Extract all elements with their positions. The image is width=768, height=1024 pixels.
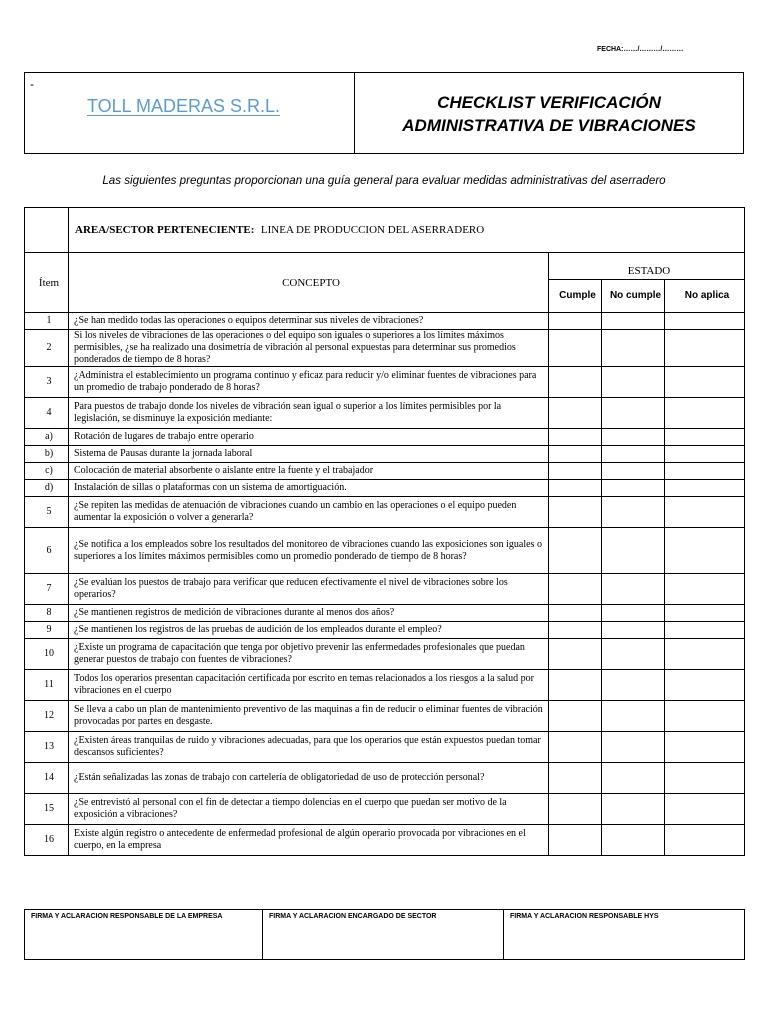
signature-sector[interactable]: FIRMA Y ACLARACION ENCARGADO DE SECTOR [263,910,504,960]
cumple-cell[interactable] [549,825,602,856]
item-concepto: ¿Se mantienen registros de medición de vibraciones durante al menos dos años? [69,605,549,622]
item-number: 5 [25,497,69,528]
no-cumple-cell[interactable] [602,574,665,605]
document-title: CHECKLIST VERIFICACIÓN ADMINISTRATIVA DE VIBRACIONES [402,93,696,135]
no-aplica-cell[interactable] [665,429,745,446]
table-row [25,825,745,856]
item-number: a) [25,429,69,446]
cumple-cell[interactable] [549,330,602,367]
area-row [25,208,745,253]
item-number: 12 [25,701,69,732]
no-aplica-cell[interactable] [665,701,745,732]
cumple-cell[interactable] [549,794,602,825]
col-no-cumple-header: No cumple [602,280,665,313]
table-row [25,732,745,763]
item-number: 14 [25,763,69,794]
no-aplica-cell[interactable] [665,480,745,497]
item-number: 3 [25,367,69,398]
item-concepto: Colocación de material absorbente o aislante entre la fuente y el trabajador [69,463,549,480]
no-aplica-cell[interactable] [665,398,745,429]
table-row [25,463,745,480]
item-number: 13 [25,732,69,763]
item-number: 7 [25,574,69,605]
cumple-cell[interactable] [549,528,602,574]
item-concepto: Instalación de sillas o plataformas con un sistema de amortiguación. [69,480,549,497]
area-label: AREA/SECTOR PERTENECIENTE: [75,223,255,236]
no-aplica-cell[interactable] [665,313,745,330]
item-concepto: ¿Existe un programa de capacitación que tenga por objetivo prevenir las enfermedades profesionales que puedan generar puestos de trabajo con fuentes de vibraciones? [69,639,549,670]
no-cumple-cell[interactable] [602,429,665,446]
table-row [25,574,745,605]
item-concepto: Si los niveles de vibraciones de las operaciones o del equipo son iguales o superiores a los límites máximos permisibles, ¿se ha realizado una dosimetría de vibración al personal expuestas para determinar sus promedios ponderados de tiempo de 8 horas? [69,330,549,367]
no-aplica-cell[interactable] [665,446,745,463]
no-cumple-cell[interactable] [602,480,665,497]
item-concepto: ¿Se entrevistó al personal con el fin de detectar a tiempo dolencias en el cuerpo que puedan ser motivo de la exposición a vibraciones? [69,794,549,825]
no-cumple-cell[interactable] [602,763,665,794]
col-estado-header: ESTADO [549,253,745,280]
no-aplica-cell[interactable] [665,605,745,622]
cumple-cell[interactable] [549,574,602,605]
cumple-cell[interactable] [549,367,602,398]
cumple-cell[interactable] [549,480,602,497]
item-number: 10 [25,639,69,670]
no-aplica-cell[interactable] [665,670,745,701]
no-aplica-cell[interactable] [665,574,745,605]
no-cumple-cell[interactable] [602,398,665,429]
no-cumple-cell[interactable] [602,330,665,367]
no-aplica-cell[interactable] [665,639,745,670]
table-row [25,670,745,701]
table-row [25,528,745,574]
no-cumple-cell[interactable] [602,670,665,701]
item-concepto: ¿Se notifica a los empleados sobre los resultados del monitoreo de vibraciones cuando las exposiciones son iguales o superiores a los límites máximos permisibles como un promedio ponderado de tiempo de 8 horas? [69,528,549,574]
table-row [25,398,745,429]
table-row [25,429,745,446]
no-aplica-cell[interactable] [665,622,745,639]
table-row [25,367,745,398]
table-row [25,605,745,622]
item-number: 8 [25,605,69,622]
item-concepto: ¿Se mantienen los registros de las pruebas de audición de los empleados durante el empleo? [69,622,549,639]
signature-table [24,909,745,960]
no-aplica-cell[interactable] [665,794,745,825]
cumple-cell[interactable] [549,763,602,794]
company-name: TOLL MADERAS S.R.L. [87,96,281,116]
item-number: 2 [25,330,69,367]
item-number: 11 [25,670,69,701]
item-number: 6 [25,528,69,574]
item-number: 4 [25,398,69,429]
document-header [24,72,744,154]
item-number: 9 [25,622,69,639]
no-cumple-cell[interactable] [602,605,665,622]
no-cumple-cell[interactable] [602,794,665,825]
header-dash: - [30,77,34,91]
table-row [25,763,745,794]
no-aplica-cell[interactable] [665,825,745,856]
item-number: c) [25,463,69,480]
col-concepto-header: CONCEPTO [69,253,549,313]
cumple-cell[interactable] [549,429,602,446]
no-cumple-cell[interactable] [602,313,665,330]
table-row [25,446,745,463]
cumple-cell[interactable] [549,313,602,330]
document-subtitle: Las siguientes preguntas proporcionan una guía general para evaluar medidas administrativas del aserradero [102,174,666,187]
table-row [25,313,745,330]
col-item-header: Ítem [25,253,69,313]
item-number: 15 [25,794,69,825]
no-cumple-cell[interactable] [602,701,665,732]
area-value[interactable]: LINEA DE PRODUCCION DEL ASERRADERO [260,223,485,236]
item-concepto: Rotación de lugares de trabajo entre operario [69,429,549,446]
item-number: d) [25,480,69,497]
cumple-cell[interactable] [549,622,602,639]
item-concepto: Se lleva a cabo un plan de mantenimiento preventivo de las maquinas a fin de reducir o eliminar fuentes de vibración provocadas por partes en desgaste. [69,701,549,732]
no-cumple-cell[interactable] [602,463,665,480]
no-cumple-cell[interactable] [602,622,665,639]
item-number: 16 [25,825,69,856]
signature-hys[interactable]: FIRMA Y ACLARACION RESPONSABLE HYS [504,910,745,960]
date-field[interactable]: FECHA:……/………/……… [597,46,684,53]
item-concepto: Sistema de Pausas durante la jornada laboral [69,446,549,463]
header-row [25,253,745,280]
checklist-table [24,207,745,856]
cumple-cell[interactable] [549,398,602,429]
item-concepto: ¿Están señalizadas las zonas de trabajo con cartelería de obligatoriedad de uso de protección personal? [69,763,549,794]
cumple-cell[interactable] [549,639,602,670]
table-row [25,330,745,367]
no-aplica-cell[interactable] [665,528,745,574]
no-aplica-cell[interactable] [665,732,745,763]
table-row [25,622,745,639]
item-concepto: Existe algún registro o antecedente de enfermedad profesional de algún operario provocada por vibraciones en el cuerpo, en la empresa [69,825,549,856]
no-aplica-cell[interactable] [665,497,745,528]
no-cumple-cell[interactable] [602,732,665,763]
item-concepto: ¿Administra el establecimiento un programa continuo y eficaz para reducir y/o eliminar fuentes de vibraciones para un promedio de trabajo ponderado de 8 horas? [69,367,549,398]
no-aplica-cell[interactable] [665,330,745,367]
no-cumple-cell[interactable] [602,446,665,463]
table-row [25,794,745,825]
area-empty-cell [25,208,69,253]
table-row [25,701,745,732]
cumple-cell[interactable] [549,701,602,732]
item-concepto: ¿Se han medido todas las operaciones o equipos determinar sus niveles de vibraciones? [69,313,549,330]
cumple-cell[interactable] [549,605,602,622]
no-cumple-cell[interactable] [602,367,665,398]
item-concepto: ¿Se evalúan los puestos de trabajo para verificar que reducen efectivamente el nivel de vibraciones sobre los operarios? [69,574,549,605]
company-cell [25,73,355,153]
cumple-cell[interactable] [549,497,602,528]
col-no-aplica-header: No aplica [665,280,745,313]
no-cumple-cell[interactable] [602,825,665,856]
area-cell [69,208,745,253]
no-cumple-cell[interactable] [602,497,665,528]
item-concepto: Todos los operarios presentan capacitación certificada por escrito en temas relacionados a los riesgos a la salud por vibraciones en el cuerpo [69,670,549,701]
no-aplica-cell[interactable] [665,463,745,480]
no-cumple-cell[interactable] [602,528,665,574]
no-aplica-cell[interactable] [665,763,745,794]
no-aplica-cell[interactable] [665,367,745,398]
item-concepto: Para puestos de trabajo donde los niveles de vibración sean igual o superior a los límites permisibles por la legislación, se disminuye la exposición mediante: [69,398,549,429]
table-row [25,639,745,670]
cumple-cell[interactable] [549,463,602,480]
cumple-cell[interactable] [549,732,602,763]
table-row [25,480,745,497]
table-row [25,497,745,528]
signature-company[interactable]: FIRMA Y ACLARACION RESPONSABLE DE LA EMPRESA [25,910,263,960]
item-concepto: ¿Se repiten las medidas de atenuación de vibraciones cuando un cambio en las operaciones o el equipo pueden aumentar la exposición o volver a generarla? [69,497,549,528]
no-cumple-cell[interactable] [602,639,665,670]
col-cumple-header: Cumple [549,280,602,313]
cumple-cell[interactable] [549,670,602,701]
item-concepto: ¿Existen áreas tranquilas de ruido y vibraciones adecuadas, para que los operarios que están expuestos puedan tomar descansos suficientes? [69,732,549,763]
item-number: 1 [25,313,69,330]
cumple-cell[interactable] [549,446,602,463]
item-number: b) [25,446,69,463]
